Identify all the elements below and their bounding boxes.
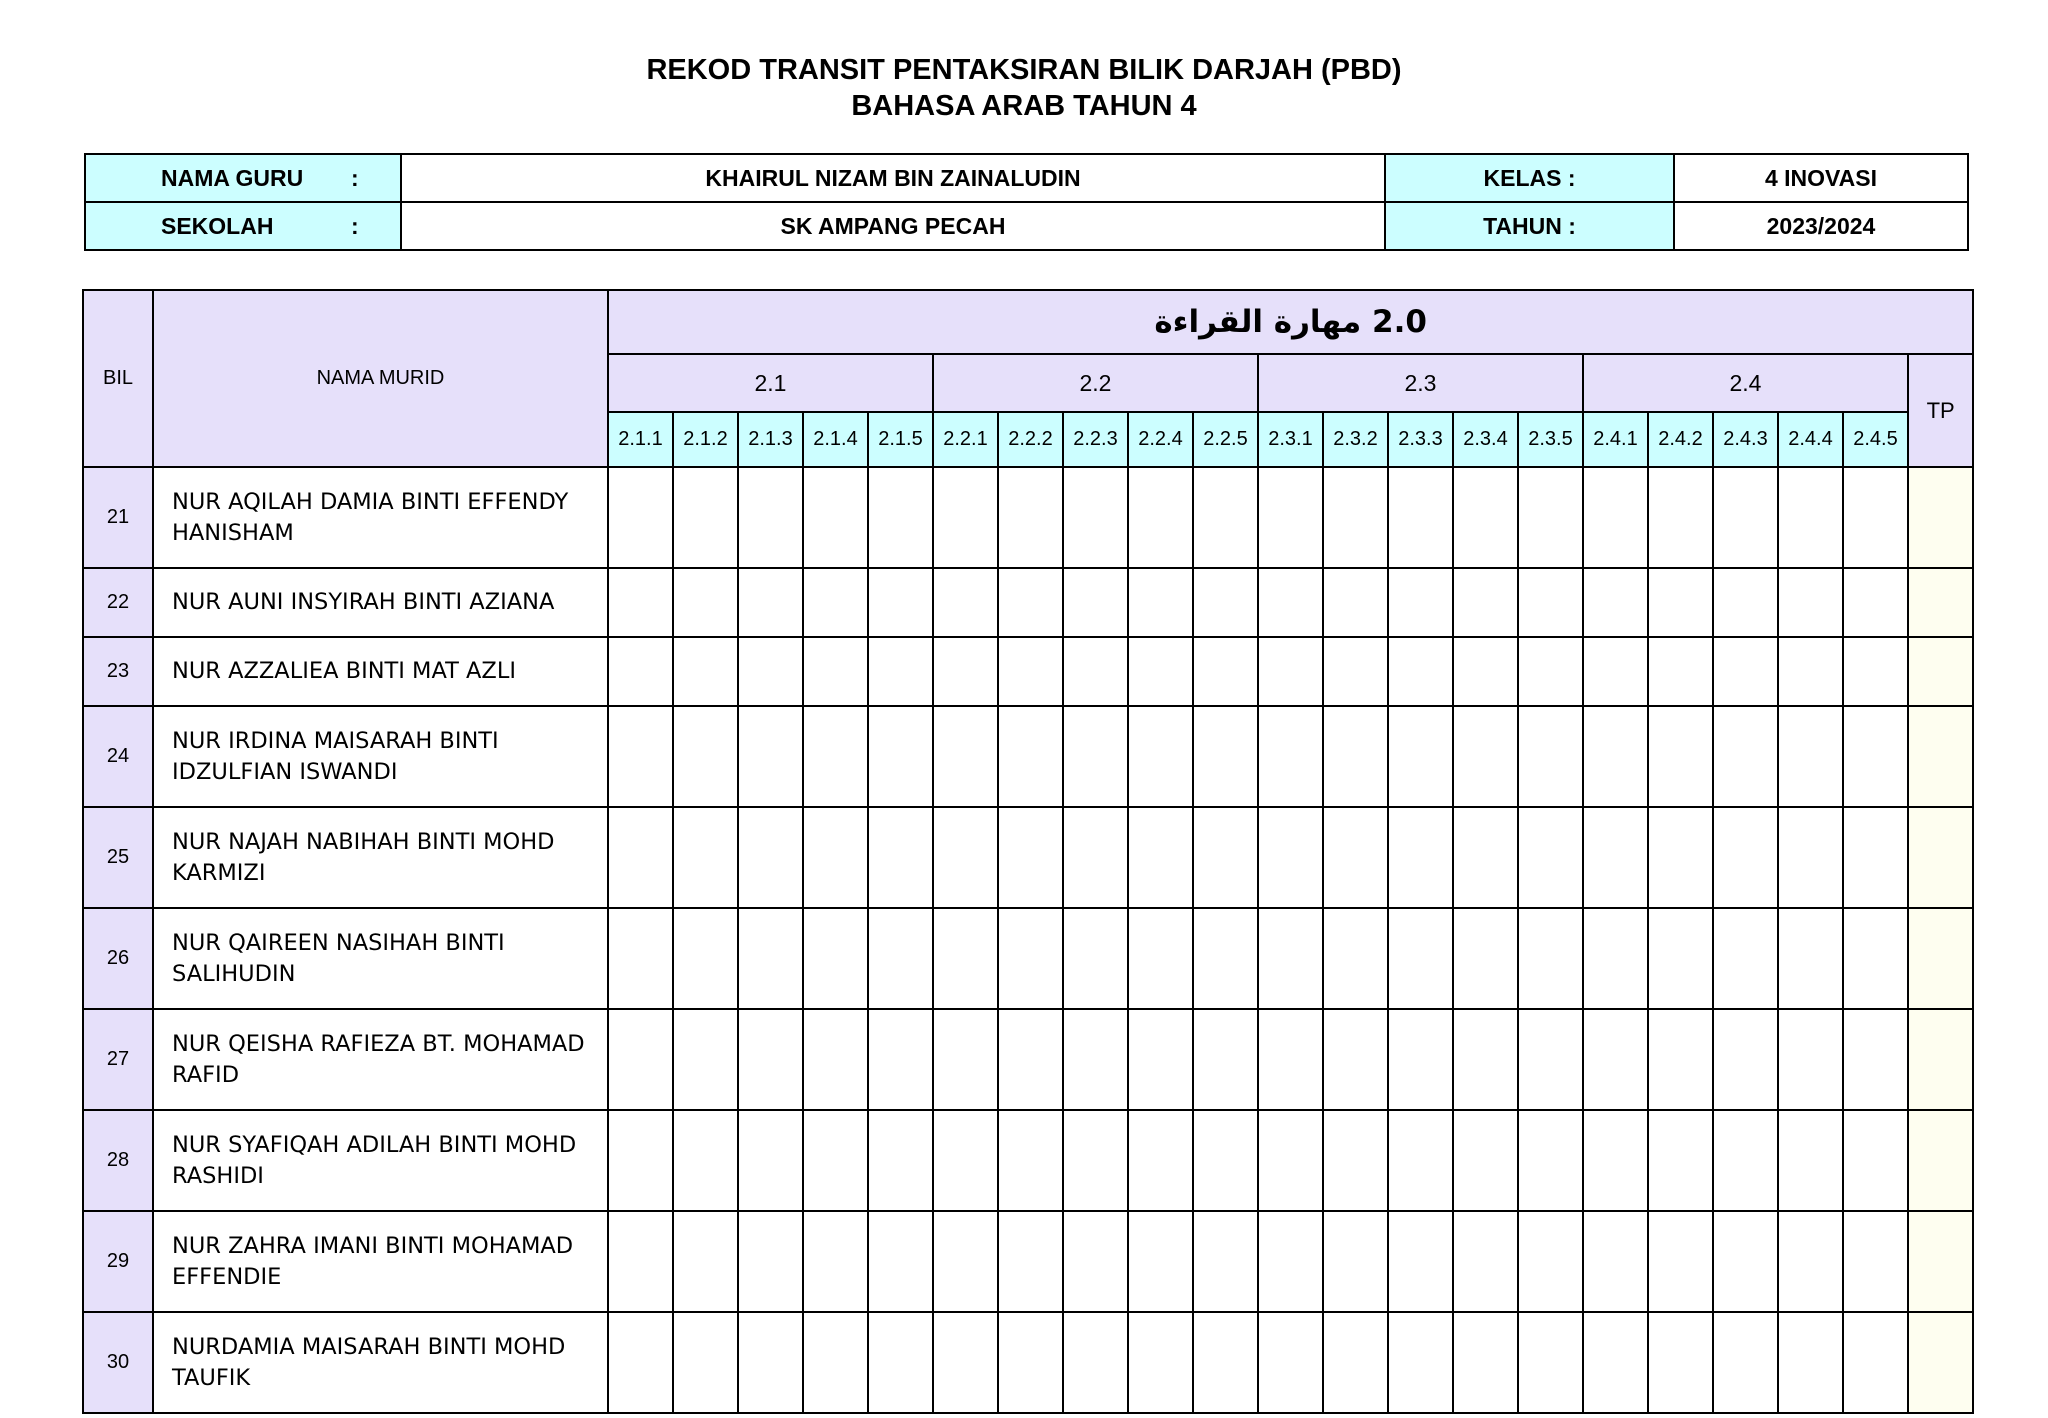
subskill-header: 2.4.3 bbox=[1713, 412, 1778, 467]
score-cell[interactable] bbox=[608, 1211, 673, 1312]
score-cell[interactable] bbox=[998, 568, 1063, 637]
score-cell[interactable] bbox=[1583, 1009, 1648, 1110]
score-cell[interactable] bbox=[998, 1211, 1063, 1312]
subskill-header: 2.2.5 bbox=[1193, 412, 1258, 467]
tp-cell[interactable] bbox=[1908, 1110, 1973, 1211]
bil-cell: 24 bbox=[83, 706, 153, 807]
table-row bbox=[83, 1211, 1973, 1312]
score-cell[interactable] bbox=[1778, 706, 1843, 807]
score-cell[interactable] bbox=[1323, 908, 1388, 1009]
score-cell[interactable] bbox=[1843, 807, 1908, 908]
tp-cell[interactable] bbox=[1908, 1312, 1973, 1413]
student-name: NUR AQILAH DAMIA BINTI EFFENDY HANISHAM bbox=[153, 467, 608, 568]
score-cell[interactable] bbox=[1063, 908, 1128, 1009]
score-cell[interactable] bbox=[608, 807, 673, 908]
bil-cell: 27 bbox=[83, 1009, 153, 1110]
score-cell[interactable] bbox=[1258, 908, 1323, 1009]
score-cell[interactable] bbox=[1128, 467, 1193, 568]
score-cell[interactable] bbox=[1713, 1211, 1778, 1312]
score-cell[interactable] bbox=[1648, 637, 1713, 706]
score-cell[interactable] bbox=[1388, 807, 1453, 908]
score-cell[interactable] bbox=[933, 807, 998, 908]
score-cell[interactable] bbox=[933, 568, 998, 637]
assessment-table bbox=[82, 289, 1974, 1414]
student-name: NUR AUNI INSYIRAH BINTI AZIANA bbox=[153, 568, 608, 637]
tp-cell[interactable] bbox=[1908, 807, 1973, 908]
kelas-value: 4 INOVASI bbox=[1674, 154, 1968, 202]
score-cell[interactable] bbox=[1713, 1312, 1778, 1413]
score-cell[interactable] bbox=[998, 807, 1063, 908]
sekolah-value: SK AMPANG PECAH bbox=[401, 202, 1385, 250]
score-cell[interactable] bbox=[1193, 1312, 1258, 1413]
score-cell[interactable] bbox=[1128, 807, 1193, 908]
score-cell[interactable] bbox=[1518, 1312, 1583, 1413]
score-cell[interactable] bbox=[868, 1009, 933, 1110]
score-cell[interactable] bbox=[1258, 1110, 1323, 1211]
score-cell[interactable] bbox=[1518, 706, 1583, 807]
score-cell[interactable] bbox=[738, 1110, 803, 1211]
table-row bbox=[83, 807, 1973, 908]
subskill-header: 2.2.1 bbox=[933, 412, 998, 467]
score-cell[interactable] bbox=[608, 568, 673, 637]
score-cell[interactable] bbox=[1583, 568, 1648, 637]
score-cell[interactable] bbox=[1323, 568, 1388, 637]
score-cell[interactable] bbox=[1388, 1110, 1453, 1211]
score-cell[interactable] bbox=[1648, 1110, 1713, 1211]
score-cell[interactable] bbox=[608, 637, 673, 706]
subskill-header: 2.1.4 bbox=[803, 412, 868, 467]
bil-cell: 26 bbox=[83, 908, 153, 1009]
kelas-label: KELAS : bbox=[1385, 154, 1674, 202]
score-cell[interactable] bbox=[1518, 807, 1583, 908]
score-cell[interactable] bbox=[1453, 1211, 1518, 1312]
score-cell[interactable] bbox=[1193, 908, 1258, 1009]
score-cell[interactable] bbox=[1063, 706, 1128, 807]
score-cell[interactable] bbox=[1128, 1312, 1193, 1413]
score-cell[interactable] bbox=[1323, 467, 1388, 568]
tp-cell[interactable] bbox=[1908, 467, 1973, 568]
score-cell[interactable] bbox=[1648, 1211, 1713, 1312]
subskill-header: 2.4.4 bbox=[1778, 412, 1843, 467]
score-cell[interactable] bbox=[1583, 908, 1648, 1009]
score-cell[interactable] bbox=[673, 1009, 738, 1110]
score-cell[interactable] bbox=[1583, 1312, 1648, 1413]
score-cell[interactable] bbox=[1583, 807, 1648, 908]
score-cell[interactable] bbox=[933, 1110, 998, 1211]
score-cell[interactable] bbox=[1453, 706, 1518, 807]
score-cell[interactable] bbox=[1193, 1110, 1258, 1211]
subskill-header: 2.1.5 bbox=[868, 412, 933, 467]
score-cell[interactable] bbox=[1778, 1312, 1843, 1413]
student-name: NUR IRDINA MAISARAH BINTI IDZULFIAN ISWANDI bbox=[153, 706, 608, 807]
score-cell[interactable] bbox=[608, 1312, 673, 1413]
document-title: REKOD TRANSIT PENTAKSIRAN BILIK DARJAH (PBD) bbox=[646, 54, 1402, 86]
score-cell[interactable] bbox=[1453, 1009, 1518, 1110]
score-cell[interactable] bbox=[1258, 1211, 1323, 1312]
score-cell[interactable] bbox=[1063, 807, 1128, 908]
score-cell[interactable] bbox=[1518, 1110, 1583, 1211]
score-cell[interactable] bbox=[1388, 706, 1453, 807]
score-cell[interactable] bbox=[1193, 1009, 1258, 1110]
group-header: 2.3 bbox=[1258, 354, 1583, 412]
tp-header: TP bbox=[1908, 354, 1973, 467]
score-cell[interactable] bbox=[933, 908, 998, 1009]
score-cell[interactable] bbox=[1063, 1009, 1128, 1110]
score-cell[interactable] bbox=[1518, 1211, 1583, 1312]
score-cell[interactable] bbox=[1193, 467, 1258, 568]
score-cell[interactable] bbox=[998, 467, 1063, 568]
score-cell[interactable] bbox=[1193, 807, 1258, 908]
score-cell[interactable] bbox=[1648, 908, 1713, 1009]
score-cell[interactable] bbox=[868, 1312, 933, 1413]
score-cell[interactable] bbox=[803, 467, 868, 568]
bil-cell: 29 bbox=[83, 1211, 153, 1312]
score-cell[interactable] bbox=[1648, 1312, 1713, 1413]
score-cell[interactable] bbox=[1518, 467, 1583, 568]
score-cell[interactable] bbox=[868, 1211, 933, 1312]
student-name: NUR QAIREEN NASIHAH BINTI SALIHUDIN bbox=[153, 908, 608, 1009]
score-cell[interactable] bbox=[1713, 1009, 1778, 1110]
score-cell[interactable] bbox=[1258, 467, 1323, 568]
score-cell[interactable] bbox=[608, 1009, 673, 1110]
subskill-header: 2.4.1 bbox=[1583, 412, 1648, 467]
group-header: 2.2 bbox=[933, 354, 1258, 412]
subskill-header: 2.4.2 bbox=[1648, 412, 1713, 467]
score-cell[interactable] bbox=[1843, 1312, 1908, 1413]
table-row bbox=[83, 908, 1973, 1009]
subskill-header: 2.3.5 bbox=[1518, 412, 1583, 467]
subskill-header: 2.3.4 bbox=[1453, 412, 1518, 467]
score-cell[interactable] bbox=[1128, 1211, 1193, 1312]
tp-cell[interactable] bbox=[1908, 706, 1973, 807]
score-cell[interactable] bbox=[738, 908, 803, 1009]
score-cell[interactable] bbox=[1843, 1211, 1908, 1312]
score-cell[interactable] bbox=[1063, 568, 1128, 637]
subskill-header: 2.3.3 bbox=[1388, 412, 1453, 467]
score-cell[interactable] bbox=[1778, 568, 1843, 637]
subskill-header: 2.2.3 bbox=[1063, 412, 1128, 467]
score-cell[interactable] bbox=[1713, 467, 1778, 568]
score-cell[interactable] bbox=[1323, 706, 1388, 807]
score-cell[interactable] bbox=[673, 568, 738, 637]
info-table bbox=[84, 153, 1969, 251]
score-cell[interactable] bbox=[933, 1312, 998, 1413]
score-cell[interactable] bbox=[868, 706, 933, 807]
score-cell[interactable] bbox=[868, 637, 933, 706]
score-cell[interactable] bbox=[1843, 568, 1908, 637]
group-header: 2.1 bbox=[608, 354, 933, 412]
score-cell[interactable] bbox=[1323, 1312, 1388, 1413]
score-cell[interactable] bbox=[1193, 1211, 1258, 1312]
score-cell[interactable] bbox=[673, 807, 738, 908]
subskill-header: 2.1.1 bbox=[608, 412, 673, 467]
subskill-header: 2.3.2 bbox=[1323, 412, 1388, 467]
table-row bbox=[83, 637, 1973, 706]
score-cell[interactable] bbox=[1843, 1009, 1908, 1110]
score-cell[interactable] bbox=[1713, 1110, 1778, 1211]
score-cell[interactable] bbox=[933, 467, 998, 568]
score-cell[interactable] bbox=[1778, 1009, 1843, 1110]
score-cell[interactable] bbox=[1713, 637, 1778, 706]
bil-cell: 25 bbox=[83, 807, 153, 908]
score-cell[interactable] bbox=[998, 1009, 1063, 1110]
score-cell[interactable] bbox=[1453, 1312, 1518, 1413]
score-cell[interactable] bbox=[933, 1211, 998, 1312]
score-cell[interactable] bbox=[1453, 568, 1518, 637]
score-cell[interactable] bbox=[1258, 706, 1323, 807]
score-cell[interactable] bbox=[1063, 467, 1128, 568]
score-cell[interactable] bbox=[803, 908, 868, 1009]
score-cell[interactable] bbox=[1453, 908, 1518, 1009]
table-row bbox=[83, 467, 1973, 568]
score-cell[interactable] bbox=[868, 467, 933, 568]
tp-cell[interactable] bbox=[1908, 568, 1973, 637]
score-cell[interactable] bbox=[1583, 637, 1648, 706]
score-cell[interactable] bbox=[1583, 1110, 1648, 1211]
guru-label: NAMA GURU : bbox=[85, 154, 401, 202]
score-cell[interactable] bbox=[673, 908, 738, 1009]
score-cell[interactable] bbox=[1388, 637, 1453, 706]
score-cell[interactable] bbox=[1648, 467, 1713, 568]
score-cell[interactable] bbox=[868, 1110, 933, 1211]
tp-cell[interactable] bbox=[1908, 1211, 1973, 1312]
student-name: NUR SYAFIQAH ADILAH BINTI MOHD RASHIDI bbox=[153, 1110, 608, 1211]
subskill-header: 2.2.2 bbox=[998, 412, 1063, 467]
score-cell[interactable] bbox=[1323, 1110, 1388, 1211]
student-name: NUR NAJAH NABIHAH BINTI MOHD KARMIZI bbox=[153, 807, 608, 908]
score-cell[interactable] bbox=[933, 637, 998, 706]
subskill-header: 2.4.5 bbox=[1843, 412, 1908, 467]
score-cell[interactable] bbox=[1583, 467, 1648, 568]
subskill-header: 2.1.2 bbox=[673, 412, 738, 467]
score-cell[interactable] bbox=[803, 1312, 868, 1413]
nama-murid-header: NAMA MURID bbox=[153, 290, 608, 467]
score-cell[interactable] bbox=[1778, 1211, 1843, 1312]
score-cell[interactable] bbox=[673, 706, 738, 807]
score-cell[interactable] bbox=[868, 568, 933, 637]
score-cell[interactable] bbox=[803, 1211, 868, 1312]
score-cell[interactable] bbox=[608, 706, 673, 807]
score-cell[interactable] bbox=[673, 1110, 738, 1211]
score-cell[interactable] bbox=[1128, 706, 1193, 807]
document-subtitle: BAHASA ARAB TAHUN 4 bbox=[851, 90, 1197, 122]
tahun-label: TAHUN : bbox=[1385, 202, 1674, 250]
tp-cell[interactable] bbox=[1908, 1009, 1973, 1110]
bil-cell: 22 bbox=[83, 568, 153, 637]
bil-cell: 21 bbox=[83, 467, 153, 568]
score-cell[interactable] bbox=[738, 568, 803, 637]
score-cell[interactable] bbox=[1388, 1211, 1453, 1312]
table-row bbox=[83, 568, 1973, 637]
score-cell[interactable] bbox=[1193, 637, 1258, 706]
score-cell[interactable] bbox=[1388, 908, 1453, 1009]
score-cell[interactable] bbox=[1843, 706, 1908, 807]
score-cell[interactable] bbox=[1713, 908, 1778, 1009]
score-cell[interactable] bbox=[1648, 568, 1713, 637]
score-cell[interactable] bbox=[1388, 1312, 1453, 1413]
score-cell[interactable] bbox=[608, 908, 673, 1009]
subskill-header: 2.3.1 bbox=[1258, 412, 1323, 467]
score-cell[interactable] bbox=[673, 467, 738, 568]
score-cell[interactable] bbox=[738, 637, 803, 706]
tp-cell[interactable] bbox=[1908, 637, 1973, 706]
score-cell[interactable] bbox=[1843, 637, 1908, 706]
score-cell[interactable] bbox=[1258, 807, 1323, 908]
student-name: NUR QEISHA RAFIEZA BT. MOHAMAD RAFID bbox=[153, 1009, 608, 1110]
score-cell[interactable] bbox=[998, 1110, 1063, 1211]
table-row bbox=[83, 1312, 1973, 1413]
score-cell[interactable] bbox=[803, 568, 868, 637]
score-cell[interactable] bbox=[673, 637, 738, 706]
score-cell[interactable] bbox=[1518, 908, 1583, 1009]
score-cell[interactable] bbox=[673, 1312, 738, 1413]
student-name: NUR AZZALIEA BINTI MAT AZLI bbox=[153, 637, 608, 706]
score-cell[interactable] bbox=[1258, 1312, 1323, 1413]
score-cell[interactable] bbox=[1778, 467, 1843, 568]
skill-header: 2.0 مهارة القراءة bbox=[608, 290, 1973, 354]
score-cell[interactable] bbox=[998, 637, 1063, 706]
score-cell[interactable] bbox=[1128, 1110, 1193, 1211]
score-cell[interactable] bbox=[1193, 706, 1258, 807]
tp-cell[interactable] bbox=[1908, 908, 1973, 1009]
score-cell[interactable] bbox=[998, 706, 1063, 807]
score-cell[interactable] bbox=[998, 1312, 1063, 1413]
score-cell[interactable] bbox=[1128, 908, 1193, 1009]
score-cell[interactable] bbox=[1323, 1211, 1388, 1312]
score-cell[interactable] bbox=[1843, 1110, 1908, 1211]
score-cell[interactable] bbox=[1778, 908, 1843, 1009]
score-cell[interactable] bbox=[1713, 706, 1778, 807]
score-cell[interactable] bbox=[1388, 467, 1453, 568]
score-cell[interactable] bbox=[1388, 1009, 1453, 1110]
score-cell[interactable] bbox=[738, 1009, 803, 1110]
score-cell[interactable] bbox=[1258, 568, 1323, 637]
score-cell[interactable] bbox=[1518, 568, 1583, 637]
score-cell[interactable] bbox=[803, 1110, 868, 1211]
score-cell[interactable] bbox=[1323, 1009, 1388, 1110]
group-header: 2.4 bbox=[1583, 354, 1908, 412]
score-cell[interactable] bbox=[1063, 1211, 1128, 1312]
score-cell[interactable] bbox=[803, 637, 868, 706]
score-cell[interactable] bbox=[608, 1110, 673, 1211]
score-cell[interactable] bbox=[1388, 568, 1453, 637]
score-cell[interactable] bbox=[1713, 568, 1778, 637]
score-cell[interactable] bbox=[1518, 1009, 1583, 1110]
guru-value: KHAIRUL NIZAM BIN ZAINALUDIN bbox=[401, 154, 1385, 202]
score-cell[interactable] bbox=[998, 908, 1063, 1009]
sekolah-label: SEKOLAH : bbox=[85, 202, 401, 250]
score-cell[interactable] bbox=[608, 467, 673, 568]
score-cell[interactable] bbox=[803, 807, 868, 908]
score-cell[interactable] bbox=[1453, 1110, 1518, 1211]
score-cell[interactable] bbox=[738, 467, 803, 568]
subskill-header: 2.2.4 bbox=[1128, 412, 1193, 467]
score-cell[interactable] bbox=[1843, 467, 1908, 568]
score-cell[interactable] bbox=[1518, 637, 1583, 706]
score-cell[interactable] bbox=[1128, 637, 1193, 706]
score-cell[interactable] bbox=[1778, 637, 1843, 706]
score-cell[interactable] bbox=[1258, 1009, 1323, 1110]
score-cell[interactable] bbox=[738, 1211, 803, 1312]
score-cell[interactable] bbox=[1063, 1312, 1128, 1413]
score-cell[interactable] bbox=[933, 1009, 998, 1110]
score-cell[interactable] bbox=[933, 706, 998, 807]
student-name: NURDAMIA MAISARAH BINTI MOHD TAUFIK bbox=[153, 1312, 608, 1413]
score-cell[interactable] bbox=[868, 807, 933, 908]
score-cell[interactable] bbox=[1778, 807, 1843, 908]
score-cell[interactable] bbox=[1843, 908, 1908, 1009]
table-row bbox=[83, 1009, 1973, 1110]
table-row bbox=[83, 706, 1973, 807]
score-cell[interactable] bbox=[1193, 568, 1258, 637]
score-cell[interactable] bbox=[738, 706, 803, 807]
table-row bbox=[83, 1110, 1973, 1211]
tahun-value: 2023/2024 bbox=[1674, 202, 1968, 250]
subskill-header: 2.1.3 bbox=[738, 412, 803, 467]
bil-header: BIL bbox=[83, 290, 153, 467]
score-cell[interactable] bbox=[1583, 1211, 1648, 1312]
score-cell[interactable] bbox=[1648, 1009, 1713, 1110]
score-cell[interactable] bbox=[1128, 568, 1193, 637]
score-cell[interactable] bbox=[803, 1009, 868, 1110]
score-cell[interactable] bbox=[803, 706, 868, 807]
score-cell[interactable] bbox=[1778, 1110, 1843, 1211]
score-cell[interactable] bbox=[1128, 1009, 1193, 1110]
score-cell[interactable] bbox=[1323, 807, 1388, 908]
score-cell[interactable] bbox=[1323, 637, 1388, 706]
score-cell[interactable] bbox=[1258, 637, 1323, 706]
score-cell[interactable] bbox=[1648, 807, 1713, 908]
score-cell[interactable] bbox=[1713, 807, 1778, 908]
score-cell[interactable] bbox=[1583, 706, 1648, 807]
score-cell[interactable] bbox=[1453, 467, 1518, 568]
score-cell[interactable] bbox=[673, 1211, 738, 1312]
score-cell[interactable] bbox=[738, 807, 803, 908]
bil-cell: 28 bbox=[83, 1110, 153, 1211]
score-cell[interactable] bbox=[1063, 637, 1128, 706]
bil-cell: 30 bbox=[83, 1312, 153, 1413]
student-name: NUR ZAHRA IMANI BINTI MOHAMAD EFFENDIE bbox=[153, 1211, 608, 1312]
score-cell[interactable] bbox=[738, 1312, 803, 1413]
score-cell[interactable] bbox=[1453, 637, 1518, 706]
score-cell[interactable] bbox=[868, 908, 933, 1009]
score-cell[interactable] bbox=[1648, 706, 1713, 807]
score-cell[interactable] bbox=[1063, 1110, 1128, 1211]
bil-cell: 23 bbox=[83, 637, 153, 706]
score-cell[interactable] bbox=[1453, 807, 1518, 908]
